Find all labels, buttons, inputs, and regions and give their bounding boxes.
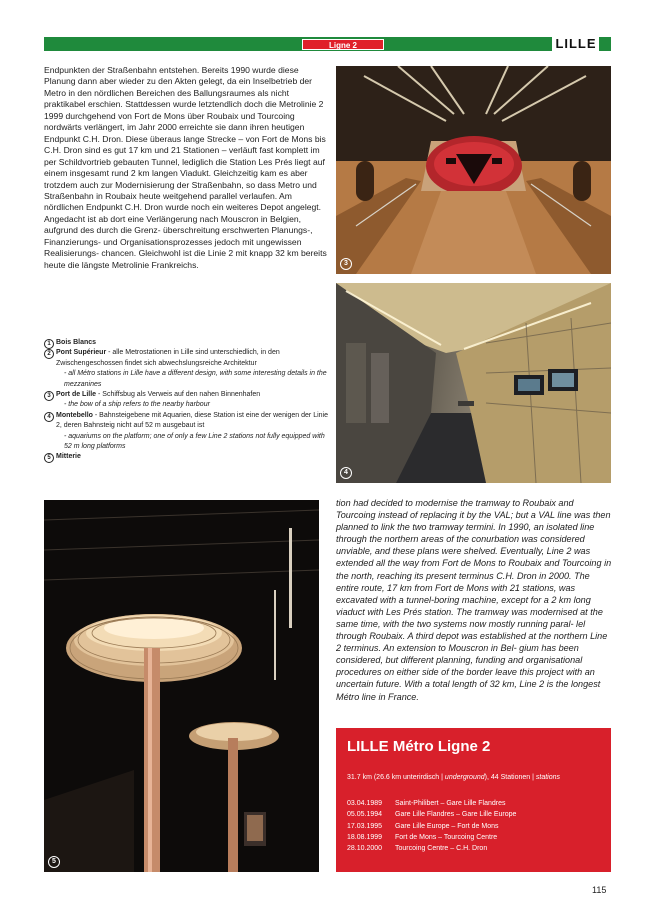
- caption-3: [44, 390, 329, 411]
- caption-number: 3: [44, 391, 54, 401]
- history-row: [347, 832, 516, 843]
- caption-title: Mitterie: [56, 453, 81, 461]
- line-badge: Ligne 2: [302, 39, 384, 50]
- german-paragraph: Endpunkten der Straßenbahn entstehen. Bereits 1990 wurde diese Planung dann aber wieder zu den Akten gelegt, da ein Inselbetrieb der Metro in den nördlichen Bereichen des Ballungsraumes als nicht praktikabel erschien. Stattdessen wurde letztendlich doch die Metrolinie 2 1999 durchgehend von Fort de Mons über Roubaix und Tourcoing nordwärts verlängert, im Jahr 2000 erreichte sie dann ihren heutigen Endpunkt C.H. Dron. Diese überaus lange Strecke – von Fort de Mons bis C.H. Dron sind es gut 17 km und 21 Stationen – verläuft fast komplett im per Schildvortrieb gebauten Tunnel, lediglich die Station Les Prés liegt auf einem insgesamt rund 2 km langen Viadukt. Gleichzeitig kam es aber trotzdem auch zur Modernisierung der Straßenbahn, so dass Metro und Straßenbahn in Roubaix heute weitgehend parallel verlaufen. Am nördlichen Endpunkt C.H. Dron wurde noch ein weiteres Depot angelegt. Angedacht ist ab dort eine Verlängerung nach Mouscron in Belgien, aufgrund des durch die Grenz- überschreitung erschwerten Planungs-, Finanzierungs- und Organisationsprozesses jedoch mit ungewissen Realisierungs- chancen. Gleichwohl ist die Linie 2 mit knapp 32 km bereits heute die längste Metrolinie Frankreichs.: [44, 65, 327, 270]
- caption-title: Port de Lille: [56, 391, 97, 399]
- caption-title: Bois Blancs: [56, 339, 97, 346]
- photo-montebello: [336, 283, 611, 483]
- caption-4: [44, 411, 329, 453]
- caption-english: - the bow of a ship refers to the nearby harbour: [64, 401, 210, 409]
- caption-german: - Schiffsbug als Verweis auf den nahen Binnenhafen: [96, 391, 261, 399]
- header-green-tab: [599, 37, 611, 51]
- caption-german: - Bahnsteigebene mit Aquarien, diese Station ist eine der wenigen der Linie 2, deren Bahnsteig nicht auf 52 m ausgebaut ist: [56, 411, 328, 430]
- german-body-text: [44, 65, 329, 271]
- caption-number: 4: [44, 412, 54, 422]
- caption-number: 1: [44, 339, 54, 349]
- line-info-box: [336, 728, 611, 872]
- photo-port-de-lille-illustration: [336, 66, 611, 274]
- caption-number: 2: [44, 349, 54, 359]
- stats-prefix: 31.7 km (26.6 km unterirdisch |: [347, 774, 445, 781]
- caption-english: - aquariums on the platform; one of only a few Line 2 stations not fully equipped with 52 m long platforms: [64, 432, 325, 451]
- city-label: LILLE: [555, 36, 597, 51]
- caption-5: [44, 452, 329, 462]
- photo-number-badge: 4: [340, 467, 352, 479]
- opening-history: [347, 798, 516, 854]
- caption-german: - alle Metrostationen in Lille sind unterschiedlich, in den Zwischengeschossen findet sich abwechslungsreiche Architektur: [56, 349, 280, 367]
- caption-2: [44, 348, 329, 390]
- history-date: 28.10.2000: [347, 845, 383, 853]
- caption-english: - all Métro stations in Lille have a different design, with some interesting details in the mezzanines: [64, 370, 327, 388]
- history-date: 03.04.1989: [347, 800, 383, 807]
- photo-captions: [44, 338, 329, 463]
- page-number: 115: [592, 885, 607, 895]
- photo-mitterie: [44, 500, 319, 872]
- history-row: [347, 843, 516, 854]
- photo-number-badge: 3: [340, 258, 352, 270]
- history-date: 18.08.1999: [347, 833, 383, 841]
- caption-title: Pont Supérieur: [56, 349, 107, 357]
- caption-number: 5: [44, 453, 54, 463]
- history-row: [347, 798, 516, 809]
- header-green-bar: [44, 37, 552, 51]
- history-section: Fort de Mons – Tourcoing Centre: [395, 833, 498, 841]
- photo-montebello-illustration: [336, 283, 611, 483]
- history-row: [347, 809, 516, 820]
- history-date: 05.05.1994: [347, 811, 383, 819]
- history-date: 17.03.1995: [347, 822, 383, 830]
- history-section: Tourcoing Centre – C.H. Dron: [395, 845, 488, 853]
- info-box-title: LILLE Métro Ligne 2: [347, 738, 491, 755]
- caption-title: Montebello: [56, 411, 93, 419]
- caption-1: [44, 338, 329, 348]
- info-box-stats: [347, 774, 560, 781]
- photo-number-badge: 5: [48, 856, 60, 868]
- english-body-text: tion had decided to modernise the tramway to Roubaix and Tourcoing instead of replacing it by the VAL; but a VAL line was then planned to link the two tramway termini. In 1990, an isolated line through the northern areas of the conurbation was considered unviable, and these plans were shelved. Eventually, Line 2 was extended all the way from Fort de Mons to Roubaix and Tourcoing in the north, reaching its present terminus C.H. Dron in 2000. The entire route, 17 km from Fort de Mons with 21 stations, was excavated with a tunnel-boring machine, except for a 2 km long viaduct with Les Prés station. The tramway was modernised at the same time, with the two systems now mostly running paral- lel through Roubaix. A third depot was established at the northern Line 2 terminus. An extension to Mouscron in Bel- gium has been considered, but different planning, funding and organisational procedures on either side of the border leave this project with an uncertain future. With a total length of 32 km, Line 2 is the longest Métro line in France.: [336, 498, 612, 702]
- history-section: Gare Lille Flandres – Gare Lille Europe: [395, 811, 517, 819]
- history-row: [347, 821, 516, 832]
- photo-mitterie-illustration: [44, 500, 319, 872]
- history-section: Saint-Philibert – Gare Lille Flandres: [395, 800, 506, 807]
- page-header: [44, 37, 611, 51]
- photo-port-de-lille: [336, 66, 611, 274]
- history-section: Gare Lille Europe – Fort de Mons: [395, 822, 499, 830]
- stats-mid: ), 44 Stationen |: [484, 774, 536, 781]
- stats-underground: underground: [444, 774, 485, 781]
- stats-stations: stations: [535, 774, 560, 781]
